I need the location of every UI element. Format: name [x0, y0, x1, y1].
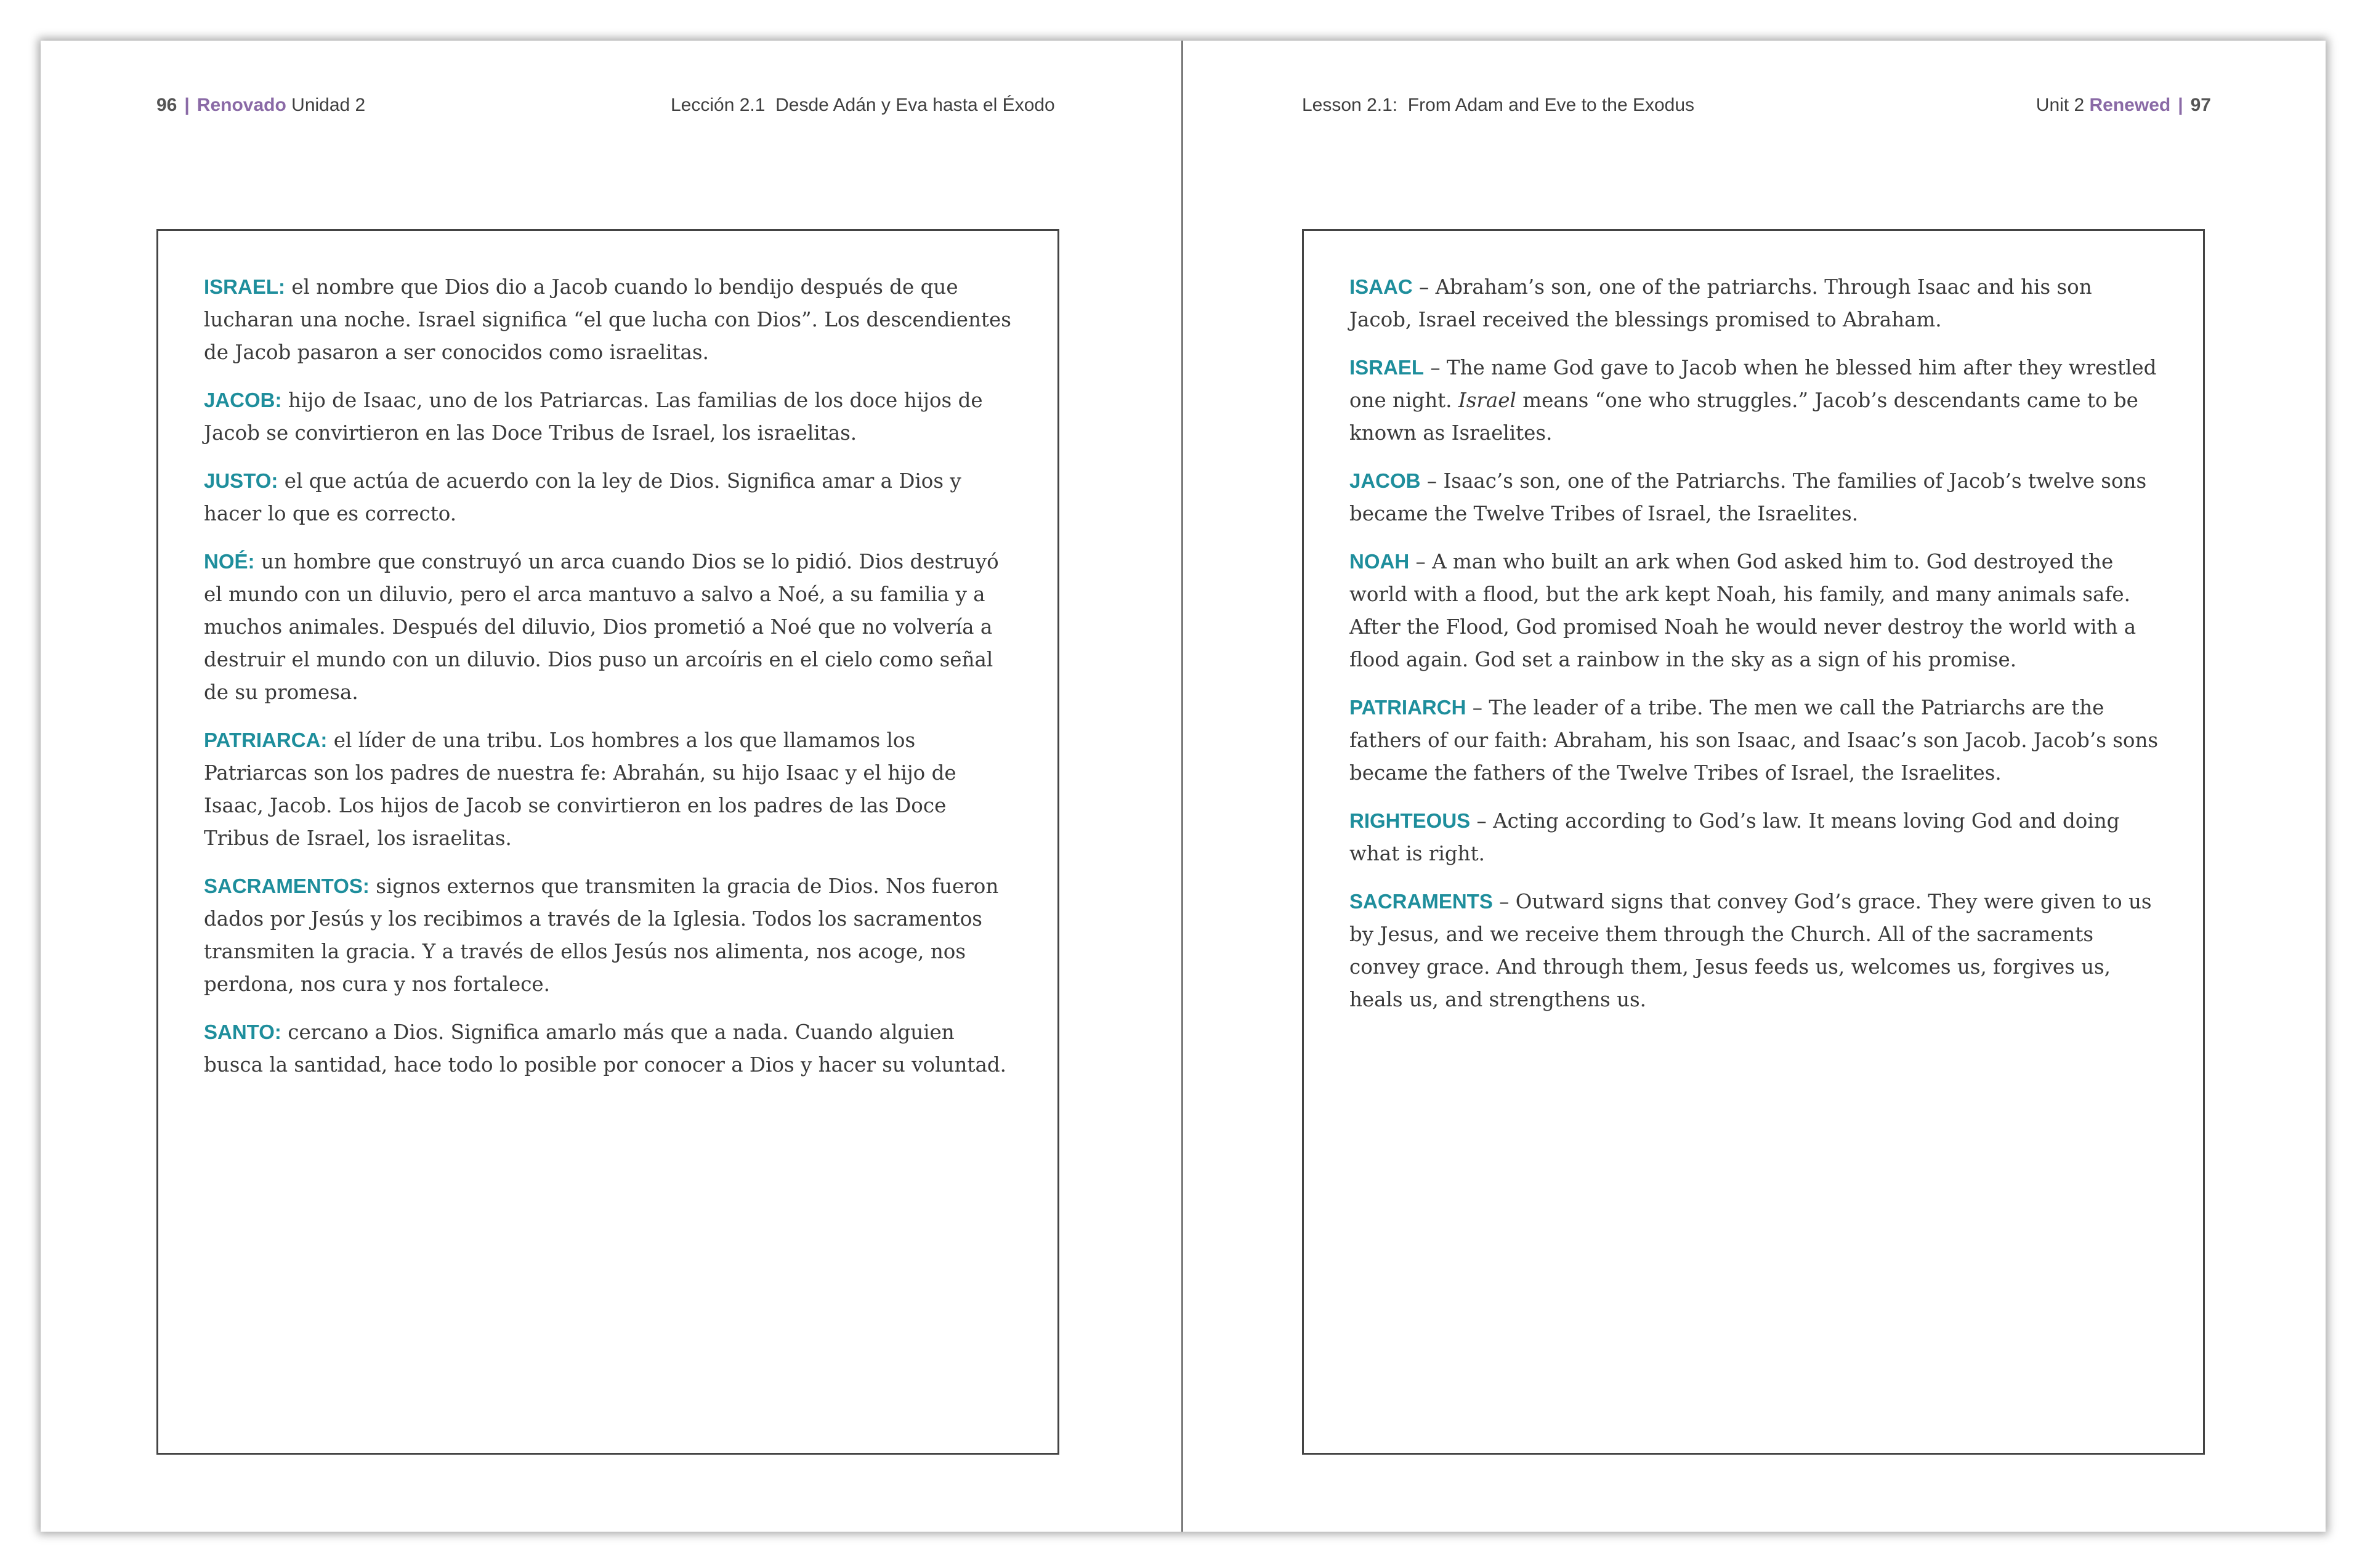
glossary-definition: – Isaac’s son, one of the Patriarchs. The families of Jacob’s twelve sons became the Twelve Tribes of Israel, the Israelites. [1349, 469, 2147, 525]
glossary-entry-jacob [1349, 464, 2160, 530]
glossary-definition: hijo de Isaac, uno de los Patriarcas. Las familias de los doce hijos de Jacob se convirtieron en las Doce Tribus de Israel, los israelitas. [204, 389, 983, 445]
glossary-entry-santo [204, 1016, 1014, 1081]
glossary-definition: el líder de una tribu. Los hombres a los que llamamos los Patriarcas son los padres de nuestra fe: Abrahán, su hijo Isaac y el hijo de Isaac, Jacob. Los hijos de Jacob se convirtieron en los padres de las Doce Tribus de Israel, los israelitas. [204, 729, 956, 850]
right-page-number: 97 [2190, 95, 2211, 115]
glossary-term: ISRAEL: [204, 275, 285, 298]
right-glossary-box [1302, 229, 2205, 1455]
glossary-term: NOÉ: [204, 550, 255, 573]
glossary-definition: el que actúa de acuerdo con la ley de Dios. Significa amar a Dios y hacer lo que es correcto. [204, 469, 961, 525]
glossary-entry-israel [204, 270, 1014, 369]
header-separator: | [184, 95, 190, 115]
left-lesson-title: Lección 2.1 Desde Adán y Eva hasta el Éxodo [671, 95, 1055, 115]
glossary-definition: el nombre que Dios dio a Jacob cuando lo bendijo después de que lucharan una noche. Israel significa “el que lucha con Dios”. Los descendientes de Jacob pasaron a ser conocidos como israelitas. [204, 275, 1011, 364]
glossary-entry-patriarch [1349, 691, 2160, 790]
glossary-definition: – The leader of a tribe. The men we call the Patriarchs are the fathers of our faith: Abraham, his son Isaac, and Isaac’s son Jacob. Jacob’s sons became the fathers of the Twelve Tribes of Israel, the Israelites. [1349, 696, 2159, 785]
glossary-entry-noe [204, 545, 1014, 709]
right-lesson-title: Lesson 2.1: From Adam and Eve to the Exodus [1302, 95, 1695, 115]
right-book-title: Renewed [2089, 95, 2171, 115]
glossary-definition: cercano a Dios. Significa amarlo más que a nada. Cuando alguien busca la santidad, hace todo lo posible por conocer a Dios y hacer su voluntad. [204, 1020, 1006, 1077]
glossary-definition: un hombre que construyó un arca cuando Dios se lo pidió. Dios destruyó el mundo con un diluvio, pero el arca mantuvo a salvo a Noé, a su familia y a muchos animales. Después del diluvio, Dios prometió a Noé que no volvería a destruir el mundo con un diluvio. Dios puso un arcoíris en el cielo como señal de su promesa. [204, 550, 999, 704]
glossary-term: RIGHTEOUS [1349, 809, 1471, 832]
header-separator: | [2178, 95, 2183, 115]
right-unit-label: Unit 2 [2036, 95, 2085, 115]
glossary-term: NOAH [1349, 550, 1410, 573]
glossary-entry-righteous [1349, 804, 2160, 870]
glossary-term: PATRIARCH [1349, 696, 1466, 719]
glossary-term: PATRIARCA: [204, 729, 328, 751]
glossary-term: ISRAEL [1349, 356, 1425, 379]
left-running-header [156, 95, 365, 116]
book-spread [41, 41, 2326, 1532]
glossary-definition-italic: Israel [1458, 389, 1516, 412]
glossary-entry-sacramentos [204, 870, 1014, 1001]
glossary-definition: signos externos que transmiten la gracia de Dios. Nos fueron dados por Jesús y los recibimos a través de la Iglesia. Todos los sacramentos transmiten la gracia. Y a través de ellos Jesús nos alimenta, nos acoge, nos perdona, nos cura y nos fortalece. [204, 875, 999, 996]
glossary-entry-jacob [204, 384, 1014, 450]
glossary-entry-noah [1349, 545, 2160, 676]
left-book-title: Renovado [196, 95, 286, 115]
glossary-entry-israel [1349, 351, 2160, 450]
glossary-term: JUSTO: [204, 469, 278, 492]
glossary-definition: – Acting according to God’s law. It means loving God and doing what is right. [1349, 809, 2120, 865]
page-gutter [1181, 41, 1183, 1532]
right-running-header [2036, 95, 2211, 116]
glossary-term: SACRAMENTOS: [204, 875, 370, 897]
glossary-entry-isaac [1349, 270, 2160, 336]
glossary-term: JACOB: [204, 389, 282, 411]
left-glossary-box [156, 229, 1059, 1455]
glossary-term: SANTO: [204, 1020, 281, 1043]
left-unit-label: Unidad 2 [291, 95, 366, 115]
left-page-number: 96 [156, 95, 177, 115]
glossary-term: ISAAC [1349, 275, 1413, 298]
glossary-definition: – Abraham’s son, one of the patriarchs. Through Isaac and his son Jacob, Israel received the blessings promised to Abraham. [1349, 275, 2092, 331]
glossary-entry-justo [204, 464, 1014, 530]
glossary-entry-patriarca [204, 724, 1014, 855]
glossary-entry-sacraments [1349, 885, 2160, 1016]
glossary-definition: – Outward signs that convey God’s grace. They were given to us by Jesus, and we receive them through the Church. All of the sacraments convey grace. And through them, Jesus feeds us, welcomes us, forgives us, heals us, and strengthens us. [1349, 890, 2152, 1011]
glossary-term: JACOB [1349, 469, 1421, 492]
glossary-definition-part: – The name God gave to Jacob when he blessed him after they wrestled one night. [1349, 356, 2157, 412]
glossary-definition: – A man who built an ark when God asked him to. God destroyed the world with a flood, but the ark kept Noah, his family, and many animals safe. After the Flood, God promised Noah he would never destroy the world with a flood again. God set a rainbow in the sky as a sign of his promise. [1349, 550, 2137, 671]
glossary-definition-part: means “one who struggles.” Jacob’s descendants came to be known as Israelites. [1349, 389, 2138, 445]
glossary-term: SACRAMENTS [1349, 890, 1493, 913]
